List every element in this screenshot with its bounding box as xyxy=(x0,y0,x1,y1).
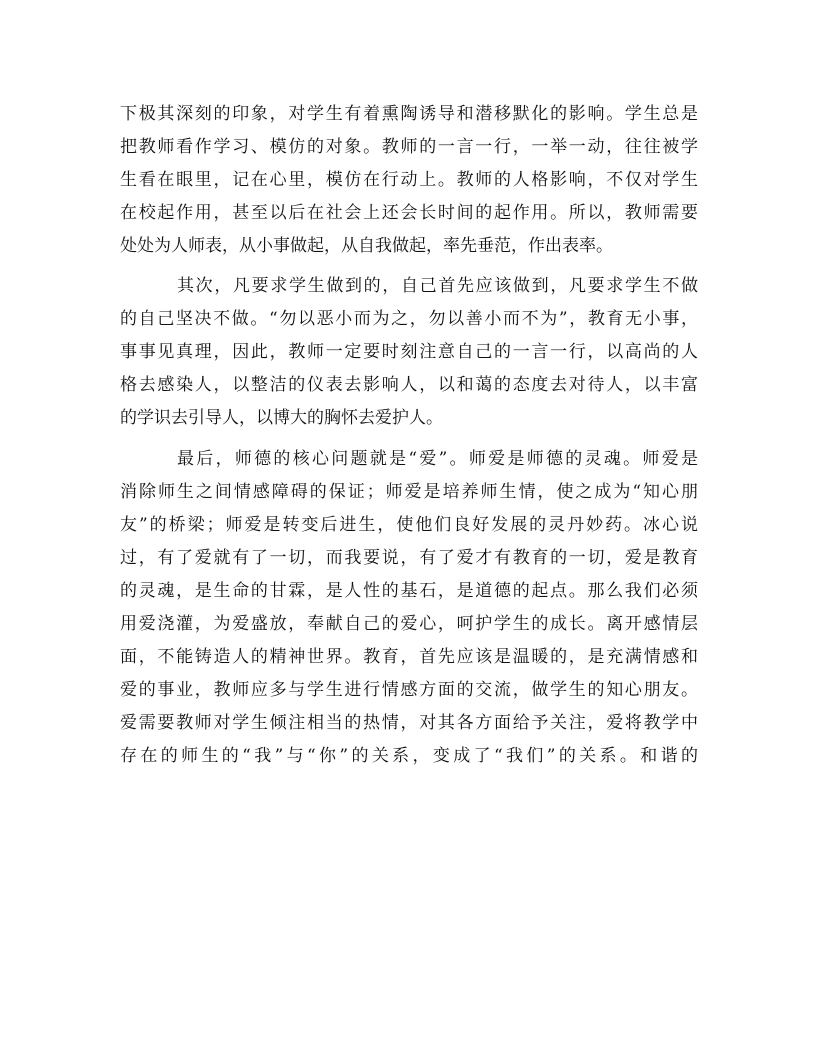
text-line: 生看在眼里，记在心里，模仿在行动上。教师的人格影响，不仅对学生 xyxy=(120,170,698,190)
text-line: 的灵魂，是生命的甘霖，是人性的基石，是道德的起点。那么我们必须 xyxy=(120,581,698,601)
text-line: 的学识去引导人，以博大的胸怀去爱护人。 xyxy=(120,408,443,428)
paragraph-first-line: 最后，师德的核心问题就是“爱”。师爱是师德的灵魂。师爱是 xyxy=(177,449,698,469)
text-line: 消除师生之间情感障碍的保证；师爱是培养师生情，使之成为“知心朋 xyxy=(120,482,698,502)
text-line: 用爱浇灌，为爱盛放，奉献自己的爱心，呵护学生的成长。离开感情层 xyxy=(120,614,698,634)
text-line: 格去感染人，以整洁的仪表去影响人，以和蔼的态度去对待人，以丰富 xyxy=(120,375,698,395)
text-line: 把教师看作学习、模仿的对象。教师的一言一行，一举一动，往往被学 xyxy=(120,137,698,157)
text-line: 爱的事业，教师应多与学生进行情感方面的交流，做学生的知心朋友。 xyxy=(120,680,698,700)
text-line: 过，有了爱就有了一切，而我要说，有了爱才有教育的一切，爱是教育 xyxy=(120,548,698,568)
paragraph-first-line: 其次，凡要求学生做到的，自己首先应该做到，凡要求学生不做 xyxy=(177,276,698,296)
text-line: 友”的桥梁；师爱是转变后进生，使他们良好发展的灵丹妙药。冰心说 xyxy=(120,515,698,535)
text-line: 下极其深刻的印象，对学生有着熏陶诱导和潜移默化的影响。学生总是 xyxy=(120,104,698,124)
text-line: 在校起作用，甚至以后在社会上还会长时间的起作用。所以，教师需要 xyxy=(120,203,698,223)
text-line: 面，不能铸造人的精神世界。教育，首先应该是温暖的，是充满情感和 xyxy=(120,647,698,667)
text-line: 存在的师生的“我”与“你”的关系，变成了“我们”的关系。和谐的 xyxy=(120,746,698,766)
text-line: 事事见真理，因此，教师一定要时刻注意自己的一言一行，以高尚的人 xyxy=(120,342,698,362)
text-line: 爱需要教师对学生倾注相当的热情，对其各方面给予关注，爱将教学中 xyxy=(120,713,698,733)
text-line: 的自己坚决不做。“勿以恶小而为之，勿以善小而不为”，教育无小事， xyxy=(120,309,698,329)
text-line: 处处为人师表，从小事做起，从自我做起，率先垂范，作出表率。 xyxy=(120,236,613,256)
